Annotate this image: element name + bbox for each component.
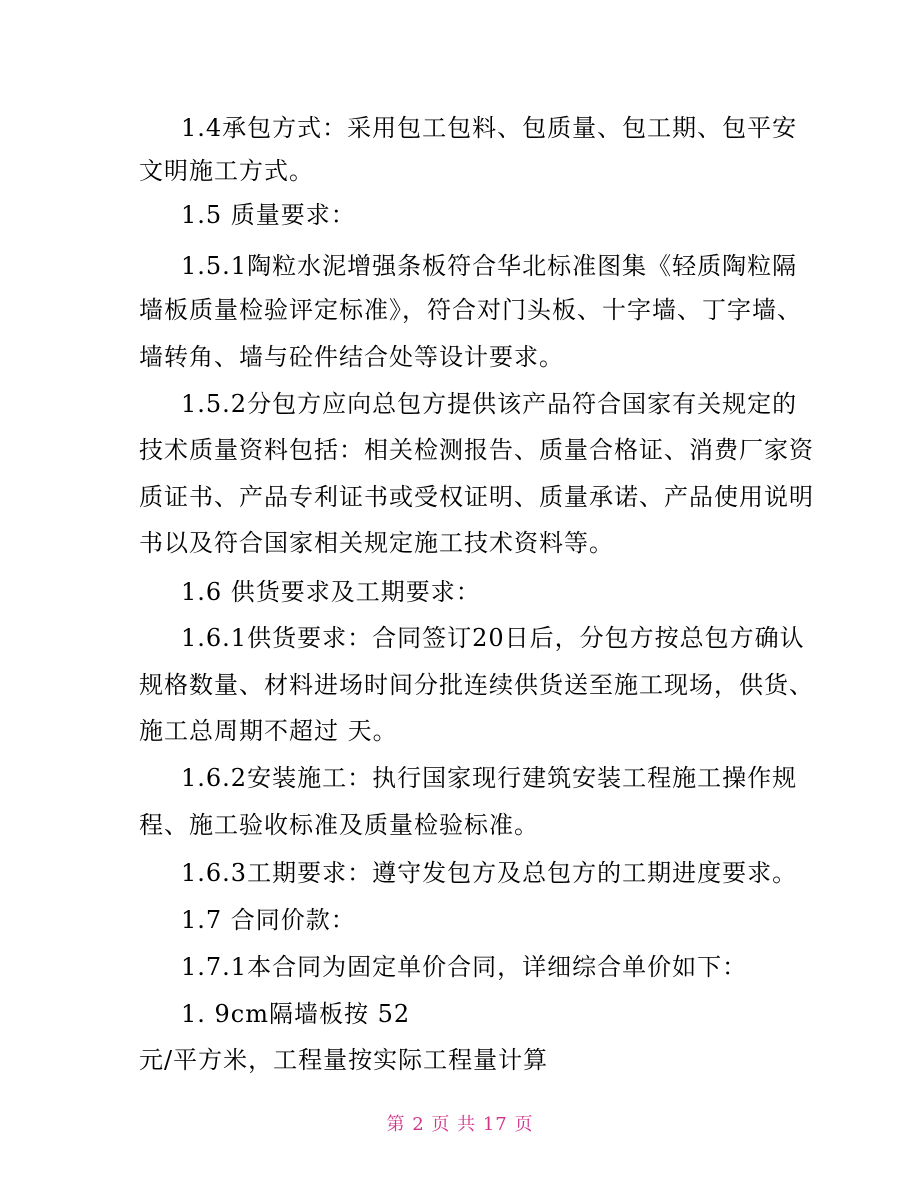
paragraph-line: 1.6.2安装施工：执行国家现行建筑安装工程施工操作规 — [181, 764, 798, 792]
page-number-footer: 第 2 页 共 17 页 — [386, 1114, 534, 1135]
paragraph-line: 1.4承包方式：采用包工包料、包质量、包工期、包平安 — [181, 114, 798, 142]
paragraph-line: 书以及符合国家相关规定施工技术资料等。 — [139, 529, 614, 557]
paragraph-line: 文明施工方式。 — [139, 157, 314, 185]
paragraph-line: 1.7.1本合同为固定单价合同，详细综合单价如下： — [181, 953, 748, 981]
paragraph-line: 1.6.1供货要求：合同签订20日后，分包方按总包方确认 — [181, 624, 805, 652]
section-heading: 1.6 供货要求及工期要求： — [181, 578, 481, 606]
paragraph-line: 1.6.3工期要求：遵守发包方及总包方的工期进度要求。 — [181, 859, 798, 887]
paragraph-line: 墙转角、墙与砼件结合处等设计要求。 — [139, 343, 564, 371]
paragraph-line: 施工总周期不超过 天。 — [139, 717, 398, 745]
paragraph-line: 程、施工验收标准及质量检验标准。 — [139, 811, 539, 839]
paragraph-line: 技术质量资料包括：相关检测报告、质量合格证、消费厂家资 — [139, 436, 814, 464]
paragraph-line: 元/平方米，工程量按实际工程量计算 — [139, 1046, 549, 1074]
paragraph-line: 墙板质量检验评定标准》，符合对门头板、十字墙、丁字墙、 — [139, 296, 802, 324]
section-heading: 1.7 合同价款： — [181, 906, 356, 934]
paragraph-line: 1. 9cm隔墙板按 52 — [181, 1000, 411, 1028]
paragraph-line: 规格数量、材料进场时间分批连续供货送至施工现场，供货、 — [139, 671, 814, 699]
paragraph-line: 质证书、产品专利证书或受权证明、质量承诺、产品使用说明 — [139, 483, 814, 511]
paragraph-line: 1.5.2分包方应向总包方提供该产品符合国家有关规定的 — [181, 390, 798, 418]
paragraph-line: 1.5.1陶粒水泥增强条板符合华北标准图集《轻质陶粒隔 — [181, 252, 798, 280]
section-heading: 1.5 质量要求： — [181, 201, 356, 229]
